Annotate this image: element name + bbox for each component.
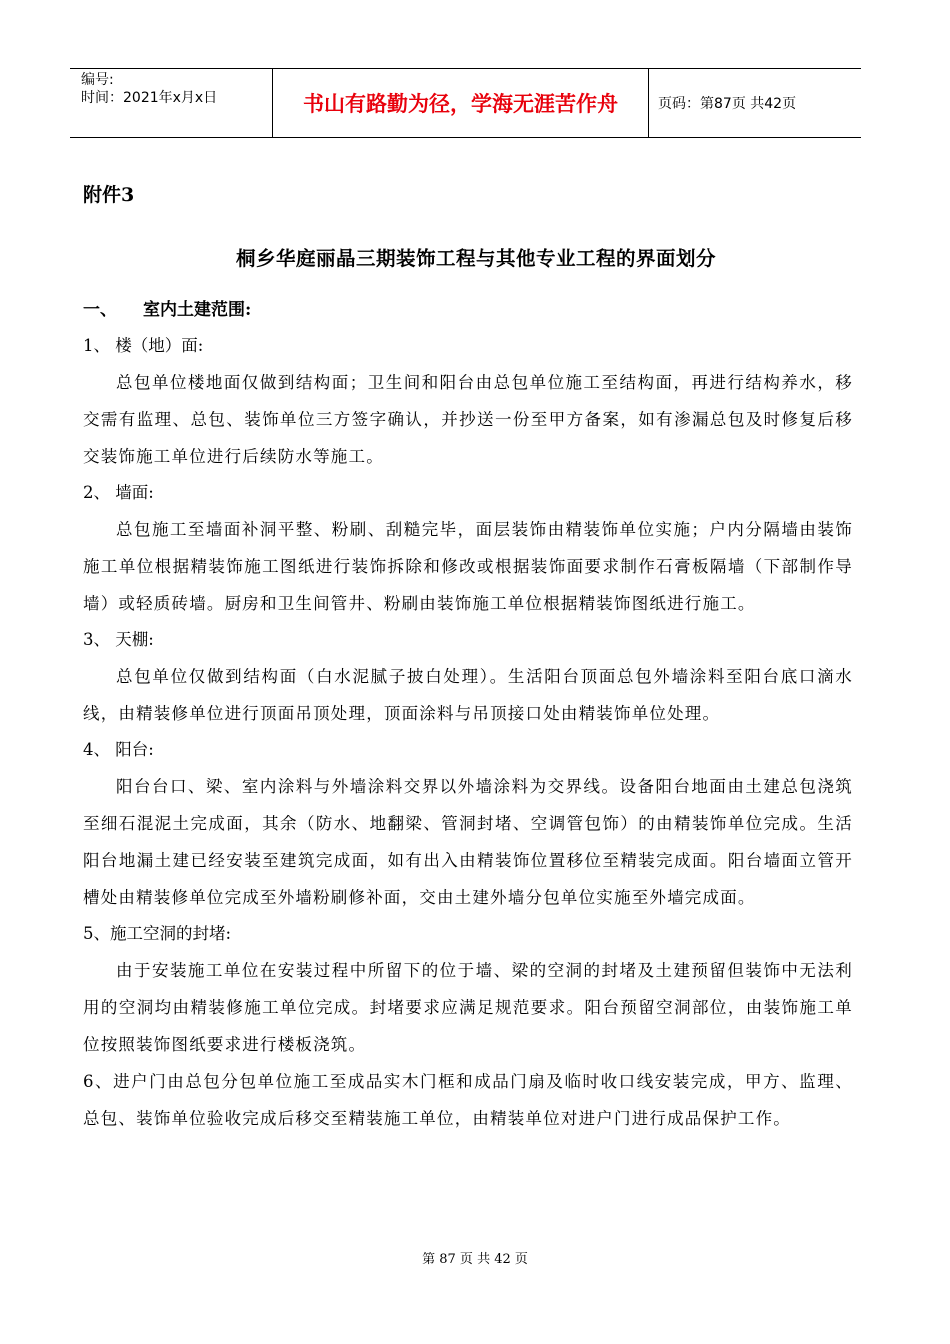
item-label: 3、 天棚: xyxy=(83,630,154,649)
item-paragraph: 总包单位仅做到结构面（白水泥腻子披白处理）。生活阳台顶面总包外墙涂料至阳台底口滴水线，由精装修单位进行顶面吊顶处理，顶面涂料与吊顶接口处由精装饰单位处理。 xyxy=(83,667,853,723)
item-label: 4、 阳台: xyxy=(83,740,154,759)
item-label: 5、施工空洞的封堵: xyxy=(83,924,232,943)
page-footer: 第 87 页 共 42 页 xyxy=(422,1252,528,1267)
document-title: 桐乡华庭丽晶三期装饰工程与其他专业工程的界面划分 xyxy=(236,247,717,270)
attachment-label: 附件3 xyxy=(83,184,135,206)
item-paragraph: 总包施工至墙面补洞平整、粉刷、刮糙完毕，面层装饰由精装饰单位实施；户内分隔墙由装饰施工单位根据精装饰施工图纸进行装饰拆除和修改或根据装饰面要求制作石膏板隔墙（下部制作导墙）或轻质砖墙。厨房和卫生间管井、粉刷由装饰施工单位根据精装饰图纸进行施工。 xyxy=(83,520,853,613)
header-slogan: 书山有路勤为径，学海无涯苦作舟 xyxy=(273,69,649,137)
item-paragraph: 由于安装施工单位在安装过程中所留下的位于墙、梁的空洞的封堵及土建预留但装饰中无法利用的空洞均由精装修施工单位完成。封堵要求应满足规范要求。阳台预留空洞部位，由装饰施工单位按照装饰图纸要求进行楼板浇筑。 xyxy=(83,961,853,1054)
number-label: 编号: xyxy=(81,72,114,88)
section-heading xyxy=(83,292,853,328)
item-paragraph: 总包单位楼地面仅做到结构面；卫生间和阳台由总包单位施工至结构面，再进行结构养水，移交需有监理、总包、装饰单位三方签字确认，并抄送一份至甲方备案，如有渗漏总包及时修复后移交装饰施工单位进行后续防水等施工。 xyxy=(83,373,853,466)
item-paragraph: 阳台台口、梁、室内涂料与外墙涂料交界以外墙涂料为交界线。设备阳台地面由土建总包浇筑至细石混泥土完成面，其余（防水、地翻梁、管洞封堵、空调管包饰）的由精装饰单位完成。生活阳台地漏土建已经安装至建筑完成面，如有出入由精装饰位置移位至精装完成面。阳台墙面立管开槽处由精装修单位完成至外墙粉刷修补面，交由土建外墙分包单位实施至外墙完成面。 xyxy=(83,777,853,907)
item-label: 2、 墙面: xyxy=(83,483,154,502)
header-meta xyxy=(70,69,273,137)
item-paragraph: 6、进户门由总包分包单位施工至成品实木门框和成品门扇及临时收口线安装完成，甲方、监理、总包、装饰单位验收完成后移交至精装施工单位，由精装单位对进户门进行成品保护工作。 xyxy=(83,1072,853,1128)
document-body xyxy=(83,292,853,1137)
section-title: 室内土建范围: xyxy=(143,300,252,320)
header-page-code: 页码：第87页 共42页 xyxy=(658,96,797,112)
item-label: 1、 楼（地）面: xyxy=(83,336,204,355)
section-number: 一、 xyxy=(83,300,117,320)
time-label: 时间：2021年x月x日 xyxy=(81,90,218,106)
document-header xyxy=(70,68,861,138)
